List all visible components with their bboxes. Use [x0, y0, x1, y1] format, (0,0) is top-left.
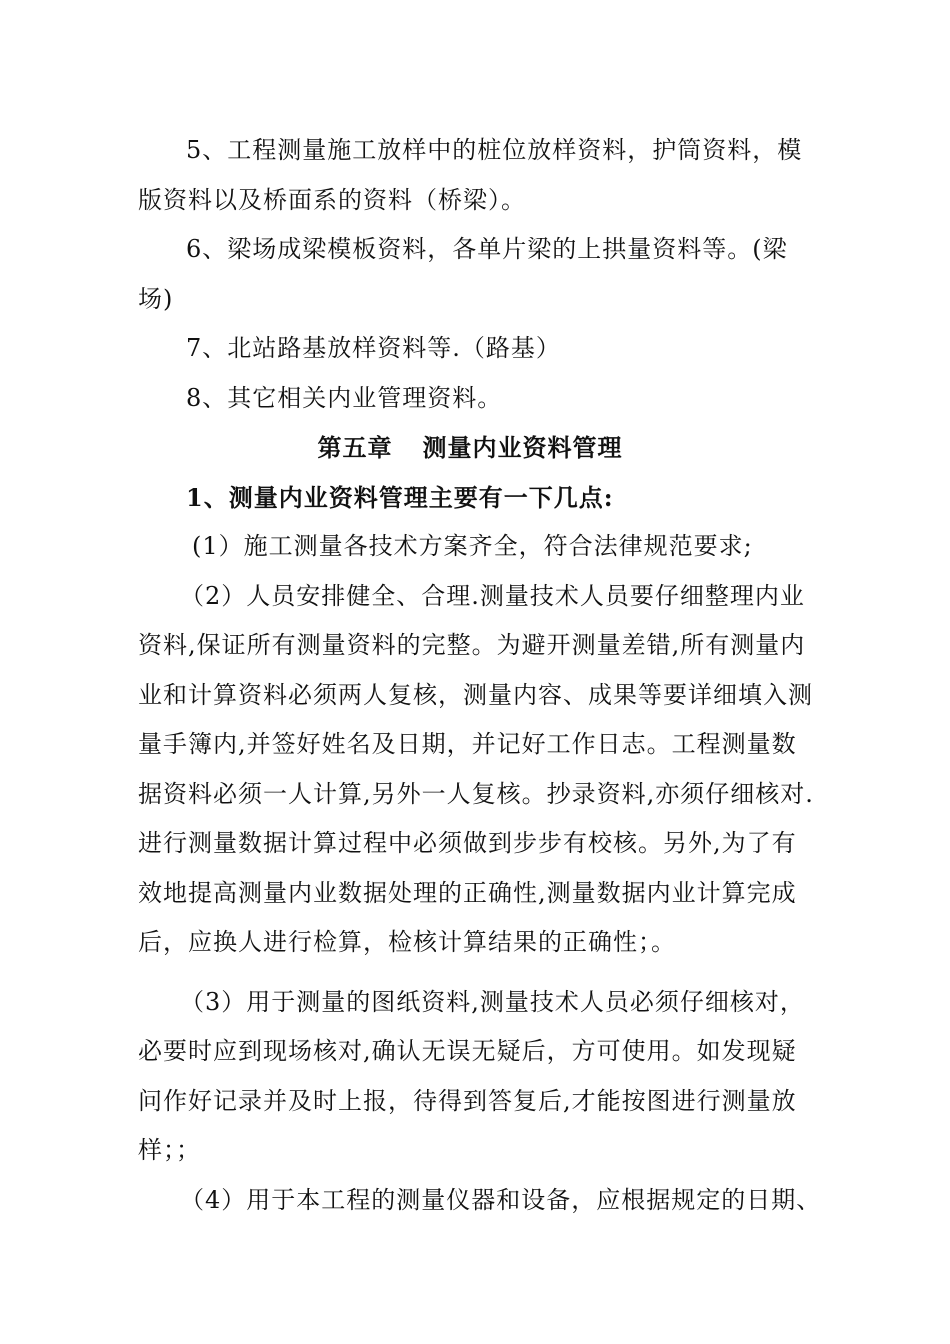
paragraph-item-7: 7、北站路基放样资料等.（路基）: [186, 334, 561, 362]
document-body: [138, 126, 838, 1225]
chapter-number: 第五章: [317, 433, 393, 462]
paragraph-item-5-line-1: 5、工程测量施工放样中的桩位放样资料，护筒资料，模: [186, 136, 803, 164]
item-3-line-3: 问作好记录并及时上报，待得到答复后,才能按图进行测量放: [138, 1086, 797, 1115]
item-1: (1）施工测量各技术方案齐全，符合法律规范要求;: [192, 532, 753, 560]
item-2-line-8: 后，应换人进行检算，检核计算结果的正确性；。: [138, 928, 676, 956]
item-2-line-3: 业和计算资料必须两人复核，测量内容、成果等要详细填入测: [138, 680, 813, 709]
chapter-heading: [138, 423, 838, 473]
item-3-line-4: 样；；: [138, 1136, 201, 1164]
item-2-line-7: 效地提高测量内业数据处理的正确性,测量数据内业计算完成: [138, 878, 797, 907]
item-4-line-1: （4）用于本工程的测量仪器和设备，应根据规定的日期、: [180, 1185, 822, 1214]
item-2-line-2: 资料,保证所有测量资料的完整。为避开测量差错,所有测量内: [138, 631, 806, 659]
paragraph-item-8: 8、其它相关内业管理资料。: [186, 383, 503, 412]
section-1-title: 1、测量内业资料管理主要有一下几点:: [186, 482, 614, 512]
paragraph-item-6-line-2: 场): [138, 284, 174, 313]
item-2-line-6: 进行测量数据计算过程中必须做到步步有校核。另外,为了有: [138, 829, 797, 857]
chapter-title: 测量内业资料管理: [422, 433, 623, 462]
paragraph-item-5-line-2: 版资料以及桥面系的资料（桥梁）。: [138, 185, 526, 214]
item-2-line-4: 量手簿内,并签好姓名及日期，并记好工作日志。工程测量数: [138, 730, 797, 758]
item-3-line-2: 必要时应到现场核对,确认无误无疑后，方可使用。如发现疑: [138, 1037, 797, 1065]
paragraph-item-6-line-1: 6、梁场成梁模板资料，各单片梁的上拱量资料等。(梁: [186, 235, 788, 263]
item-2-line-1: （2）人员安排健全、合理.测量技术人员要仔细整理内业: [180, 581, 805, 610]
item-3-line-1: （3）用于测量的图纸资料,测量技术人员必须仔细核对，: [180, 987, 805, 1016]
item-2-line-5: 据资料必须一人计算,另外一人复核。抄录资料,亦须仔细核对.: [138, 779, 814, 808]
